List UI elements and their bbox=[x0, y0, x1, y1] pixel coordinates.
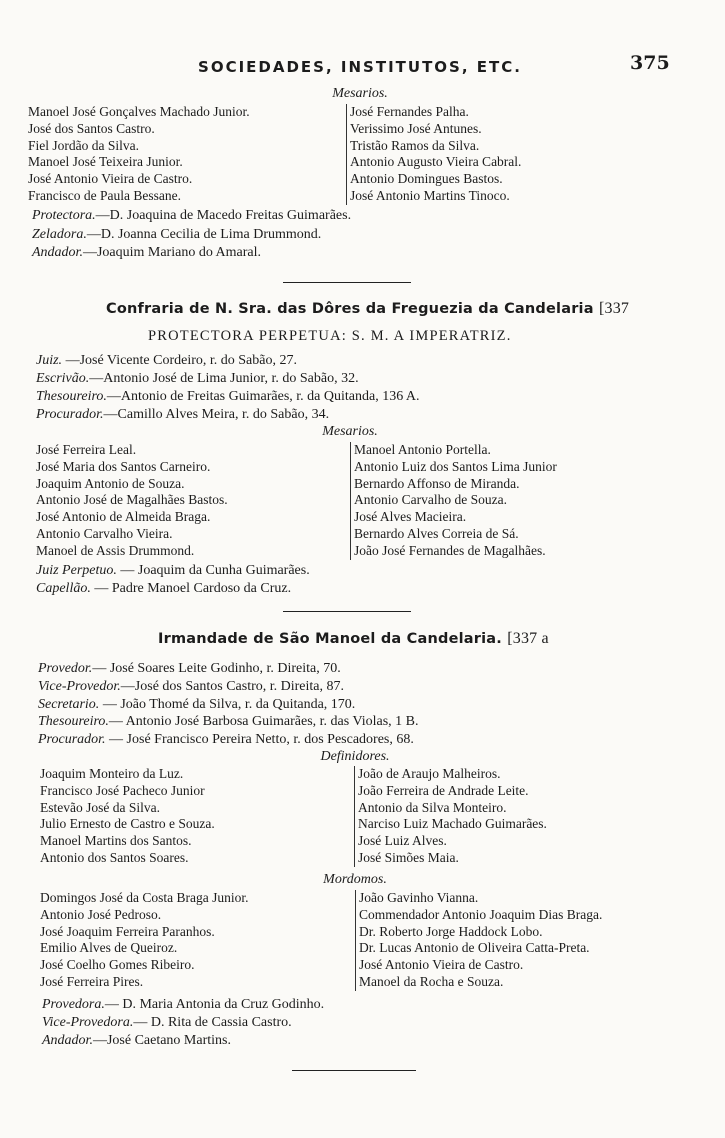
definidores-right-column bbox=[354, 766, 547, 867]
officer-text: —Antonio de Freitas Guimarães, r. da Quitanda, 136 A. bbox=[106, 389, 420, 404]
section-divider bbox=[292, 1070, 416, 1071]
name-entry: José Antonio Martins Tinoco. bbox=[350, 187, 510, 203]
name-entry: Fiel Jordão da Silva. bbox=[28, 137, 139, 153]
section2-closing bbox=[36, 562, 310, 598]
officer-text: — João Thomé da Silva, r. da Quitanda, 170. bbox=[99, 696, 356, 712]
officer-text: —Joaquim Mariano do Amaral. bbox=[82, 245, 262, 260]
name-entry: José Fernandes Palha. bbox=[350, 104, 469, 119]
name-entry: Antonio Augusto Vieira Cabral. bbox=[350, 154, 522, 170]
officer-text: —D. Joaquina de Macedo Freitas Guimarães. bbox=[95, 208, 352, 223]
mesarios-right-column bbox=[346, 104, 521, 205]
officer-role: Procurador. bbox=[38, 732, 106, 748]
officer-text: — Antonio José Barbosa Guimarães, r. das Violas, 1 B. bbox=[108, 714, 419, 730]
confraria-heading bbox=[106, 300, 629, 318]
officer-role: Procurador. bbox=[36, 407, 104, 422]
officer-line bbox=[36, 562, 310, 580]
definidores-label: Definidores. bbox=[320, 749, 390, 764]
mesarios2-left-column bbox=[36, 442, 350, 560]
name-entry: José Simões Maia. bbox=[358, 849, 459, 865]
mordomos-right-column bbox=[355, 890, 602, 991]
name-entry: Antonio Carvalho de Souza. bbox=[354, 492, 507, 508]
name-entry: José Luiz Alves. bbox=[358, 833, 447, 849]
name-entry: Tristão Ramos da Silva. bbox=[350, 137, 480, 153]
name-entry: José dos Santos Castro. bbox=[28, 120, 155, 136]
officer-role: Capellão. bbox=[36, 581, 91, 596]
name-entry: José Alves Macieira. bbox=[354, 509, 467, 525]
name-entry: Joaquim Antonio de Souza. bbox=[36, 475, 185, 491]
mesarios-columns bbox=[28, 104, 521, 205]
name-entry: Estevão José da Silva. bbox=[40, 799, 160, 815]
officer-line bbox=[38, 731, 419, 749]
officer-role: Escrivão. bbox=[36, 371, 90, 386]
definidores-left-column bbox=[40, 766, 354, 867]
running-head: SOCIEDADES, INSTITUTOS, ETC. bbox=[198, 58, 522, 76]
mesarios2-right-column bbox=[350, 442, 557, 560]
officer-text: — D. Maria Antonia da Cruz Godinho. bbox=[104, 997, 325, 1012]
name-entry: Verissimo José Antunes. bbox=[350, 120, 482, 136]
mesarios2-columns bbox=[36, 442, 557, 560]
name-entry: José Ferreira Pires. bbox=[40, 973, 144, 989]
name-entry: Joaquim Monteiro da Luz. bbox=[40, 766, 184, 781]
section-divider bbox=[283, 282, 411, 283]
confraria-subtitle: PROTECTORA PERPETUA: S. M. A IMPERATRIZ. bbox=[148, 328, 512, 344]
name-entry: Domingos José da Costa Braga Junior. bbox=[40, 890, 249, 905]
officer-line bbox=[32, 244, 351, 263]
mesarios-label: Mesarios. bbox=[332, 86, 388, 101]
officer-text: — Joaquim da Cunha Guimarães. bbox=[116, 563, 310, 578]
section3-closing bbox=[42, 996, 324, 1050]
name-entry: José Ferreira Leal. bbox=[36, 442, 137, 457]
confraria-ref: [337 bbox=[598, 300, 630, 317]
name-entry: Antonio dos Santos Soares. bbox=[40, 849, 189, 865]
officer-text: —D. Joanna Cecilia de Lima Drummond. bbox=[86, 226, 322, 242]
officer-line bbox=[36, 388, 420, 406]
section1-officers bbox=[32, 207, 351, 263]
name-entry: Antonio da Silva Monteiro. bbox=[358, 799, 507, 815]
name-entry: João Ferreira de Andrade Leite. bbox=[358, 782, 529, 798]
officer-role: Zeladora. bbox=[32, 226, 87, 242]
name-entry: João José Fernandes de Magalhães. bbox=[354, 542, 546, 558]
name-entry: Manoel José Gonçalves Machado Junior. bbox=[28, 104, 250, 119]
officer-text: —José dos Santos Castro, r. Direita, 87. bbox=[120, 678, 345, 694]
officer-line bbox=[36, 580, 310, 598]
definidores-columns bbox=[40, 766, 547, 867]
name-entry: João Gavinho Vianna. bbox=[359, 890, 479, 905]
name-entry: Antonio Carvalho Vieira. bbox=[36, 525, 173, 541]
irmandade-heading bbox=[158, 630, 549, 648]
name-entry: Commendador Antonio Joaquim Dias Braga. bbox=[359, 906, 603, 922]
officer-text: — D. Rita de Cassia Castro. bbox=[133, 1015, 292, 1030]
name-entry: José Maria dos Santos Carneiro. bbox=[36, 458, 211, 474]
officer-line bbox=[38, 678, 419, 696]
officer-text: —Camillo Alves Meira, r. do Sabão, 34. bbox=[103, 407, 330, 422]
name-entry: Francisco de Paula Bessane. bbox=[28, 187, 181, 203]
officer-role: Provedor. bbox=[38, 661, 93, 676]
officer-line bbox=[38, 696, 419, 714]
name-entry: Emilio Alves de Queiroz. bbox=[40, 940, 178, 956]
name-entry: Bernardo Affonso de Miranda. bbox=[354, 475, 520, 491]
name-entry: Dr. Lucas Antonio de Oliveira Catta-Preta. bbox=[359, 940, 590, 956]
name-entry: Julio Ernesto de Castro e Souza. bbox=[40, 816, 215, 832]
name-entry: José Joaquim Ferreira Paranhos. bbox=[40, 923, 215, 939]
irmandade-title: Irmandade de São Manoel da Candelaria. bbox=[158, 631, 502, 647]
mesarios2-label: Mesarios. bbox=[322, 424, 378, 439]
name-entry: Dr. Roberto Jorge Haddock Lobo. bbox=[359, 923, 543, 939]
officer-text: —Antonio José de Lima Junior, r. do Sabão, 32. bbox=[89, 371, 359, 386]
name-entry: José Antonio de Almeida Braga. bbox=[36, 509, 211, 525]
page-number: 375 bbox=[630, 52, 670, 74]
name-entry: Manoel da Rocha e Souza. bbox=[359, 973, 504, 989]
officer-role: Vice-Provedor. bbox=[38, 678, 121, 694]
name-entry: Bernardo Alves Correia de Sá. bbox=[354, 525, 519, 541]
name-entry: Antonio José Pedroso. bbox=[40, 906, 162, 922]
officer-line bbox=[36, 370, 420, 388]
officer-line bbox=[38, 660, 419, 678]
officer-line bbox=[36, 406, 420, 424]
mordomos-left-column bbox=[40, 890, 355, 991]
officer-role: Juiz. bbox=[36, 353, 63, 368]
officer-role: Thesoureiro. bbox=[38, 714, 109, 730]
officer-text: — José Francisco Pereira Netto, r. dos Pescadores, 68. bbox=[105, 732, 414, 748]
irmandade-ref: [337 a bbox=[507, 630, 549, 647]
officer-role: Juiz Perpetuo. bbox=[36, 563, 117, 578]
officer-text: —José Vicente Cordeiro, r. do Sabão, 27. bbox=[62, 353, 297, 368]
name-entry: José Coelho Gomes Ribeiro. bbox=[40, 957, 195, 973]
officer-line bbox=[32, 207, 351, 226]
name-entry: Antonio Luiz dos Santos Lima Junior bbox=[354, 458, 557, 474]
name-entry: Francisco José Pacheco Junior bbox=[40, 782, 205, 798]
mordomos-columns bbox=[40, 890, 602, 991]
officer-text: — Padre Manoel Cardoso da Cruz. bbox=[90, 581, 292, 596]
officer-line bbox=[42, 1032, 324, 1050]
officer-line bbox=[42, 1014, 324, 1032]
officer-role: Provedora. bbox=[42, 997, 105, 1012]
name-entry: Antonio Domingues Bastos. bbox=[350, 171, 503, 187]
mesarios-left-column bbox=[28, 104, 346, 205]
officer-line bbox=[42, 996, 324, 1014]
name-entry: Manoel Martins dos Santos. bbox=[40, 833, 192, 849]
name-entry: Narciso Luiz Machado Guimarães. bbox=[358, 816, 547, 832]
name-entry: José Antonio Vieira de Castro. bbox=[359, 957, 524, 973]
name-entry: Manoel Antonio Portella. bbox=[354, 442, 491, 457]
name-entry: Antonio José de Magalhães Bastos. bbox=[36, 492, 228, 508]
section2-officers bbox=[36, 352, 420, 424]
officer-line bbox=[32, 226, 351, 245]
officer-role: Thesoureiro. bbox=[36, 389, 107, 404]
name-entry: Manoel José Teixeira Junior. bbox=[28, 154, 183, 170]
officer-line bbox=[38, 713, 419, 731]
officer-role: Protectora. bbox=[32, 208, 96, 223]
section-divider bbox=[283, 611, 411, 612]
name-entry: José Antonio Vieira de Castro. bbox=[28, 171, 193, 187]
officer-role: Andador. bbox=[42, 1033, 93, 1048]
officer-text: —José Caetano Martins. bbox=[92, 1033, 231, 1048]
officer-role: Vice-Provedora. bbox=[42, 1015, 134, 1030]
name-entry: Manoel de Assis Drummond. bbox=[36, 542, 195, 558]
officer-role: Andador. bbox=[32, 245, 83, 260]
officer-role: Secretario. bbox=[38, 696, 100, 712]
officer-text: — José Soares Leite Godinho, r. Direita, 70. bbox=[92, 661, 341, 676]
confraria-title: Confraria de N. Sra. das Dôres da Freguezia da Candelaria bbox=[106, 301, 594, 317]
name-entry: João de Araujo Malheiros. bbox=[358, 766, 501, 781]
mordomos-label: Mordomos. bbox=[323, 872, 387, 887]
officer-line bbox=[36, 352, 420, 370]
section3-officers bbox=[38, 660, 419, 749]
